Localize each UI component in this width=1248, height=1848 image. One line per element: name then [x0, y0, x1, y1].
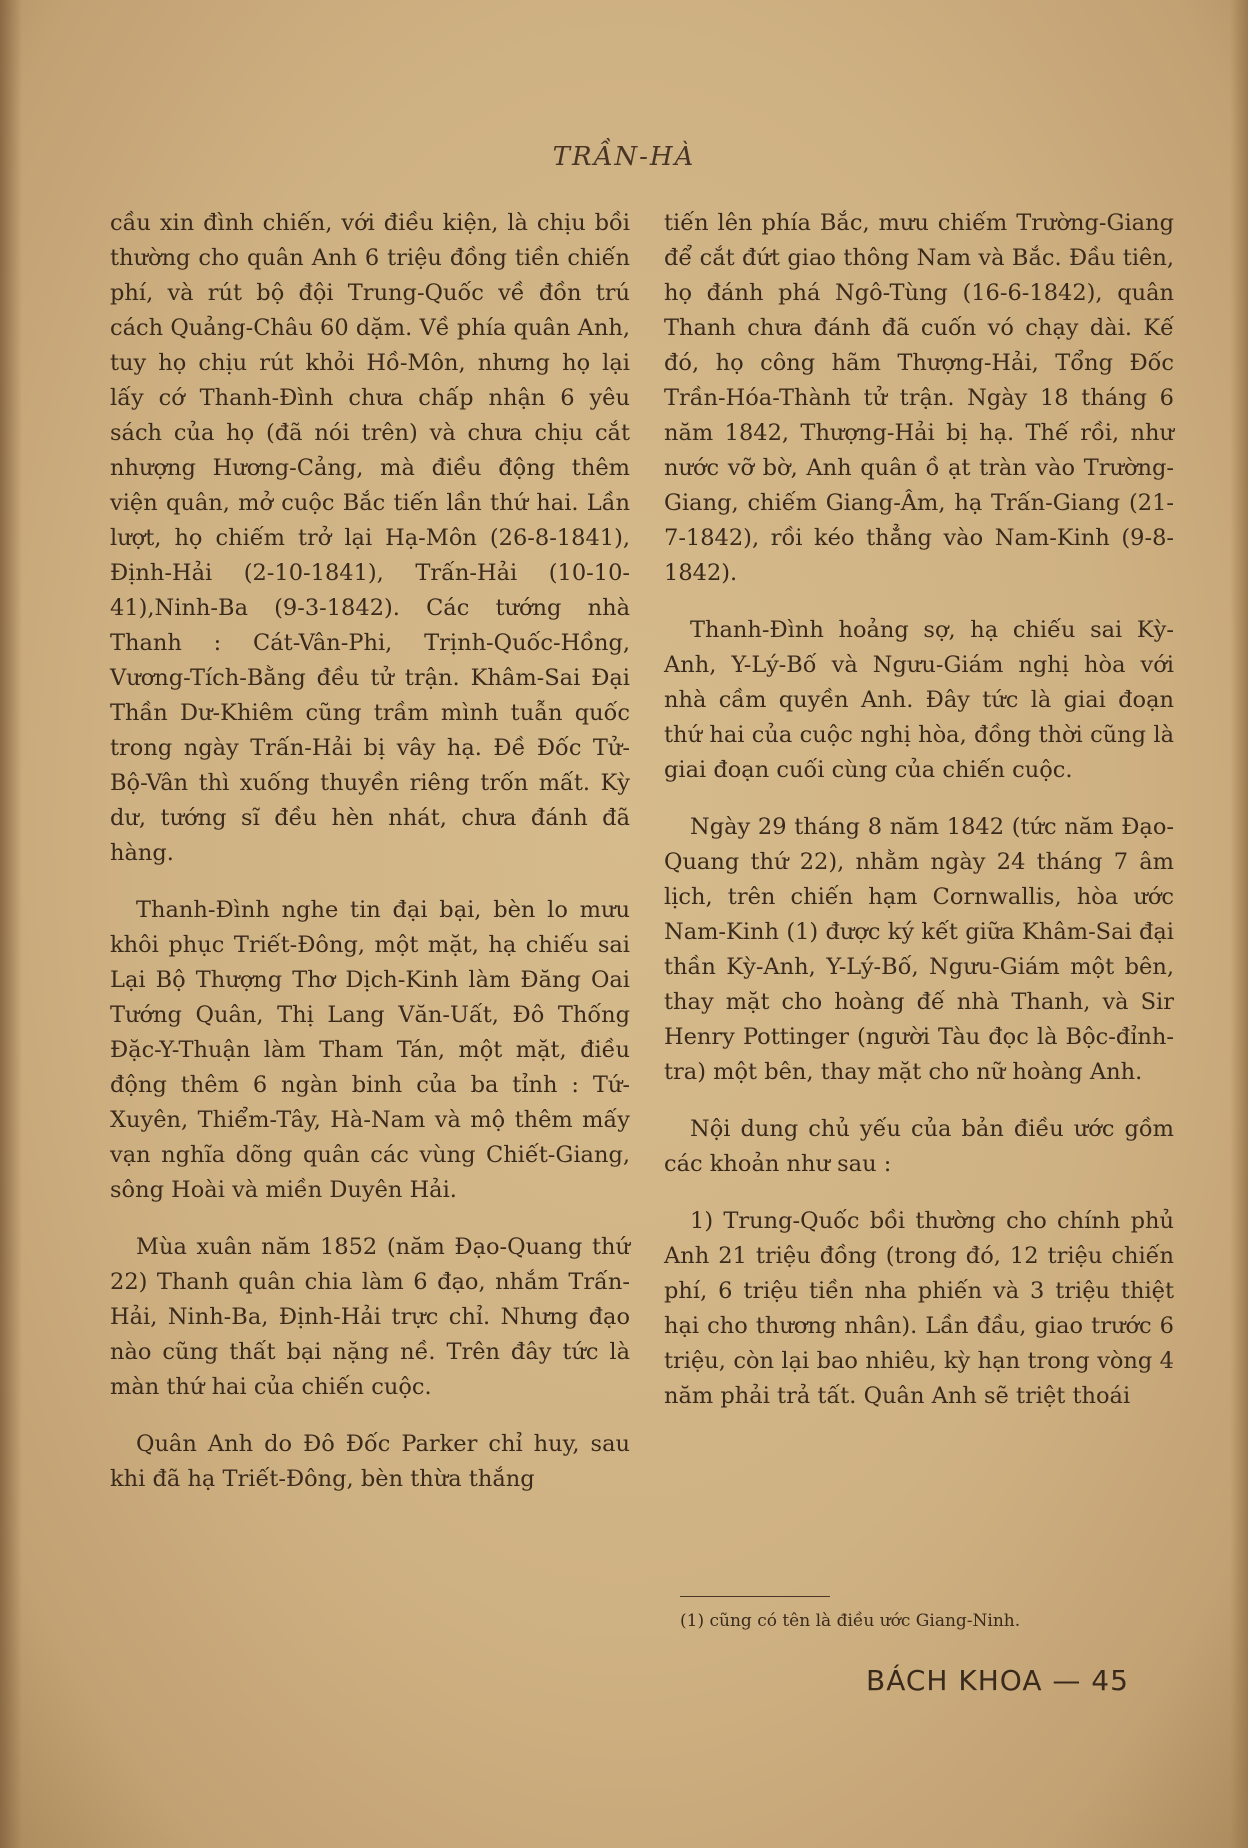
left-paragraph-2: Thanh-Đình nghe tin đại bại, bèn lo mưu khôi phục Triết-Đông, một mặt, hạ chiếu sai Lại Bộ Thượng Thơ Dịch-Kinh làm Đăng Oai Tướng Quân, Thị Lang Văn-Uất, Đô Thống Đặc-Y-Thuận làm Tham Tán, một mặt, điều động thêm 6 ngàn binh của ba tỉnh : Tứ-Xuyên, Thiểm-Tây, Hà-Nam và mộ thêm mấy vạn nghĩa dõng quân các vùng Chiết-Giang, sông Hoài và miền Duyên Hải.	[110, 897, 630, 1203]
right-paragraph-1: tiến lên phía Bắc, mưu chiếm Trường-Giang để cắt đứt giao thông Nam và Bắc. Đầu tiên, họ đánh phá Ngô-Tùng (16-6-1842), quân Thanh chưa đánh đã cuốn vó chạy dài. Kế đó, họ công hãm Thượng-Hải, Tổng Đốc Trần-Hóa-Thành tử trận. Ngày 18 tháng 6 năm 1842, Thượng-Hải bị hạ. Thế rồi, như nước vỡ bờ, Anh quân ồ ạt tràn vào Trường-Giang, chiếm Giang-Âm, hạ Trấn-Giang (21-7-1842), rồi kéo thẳng vào Nam-Kinh (9-8-1842).	[664, 210, 1174, 586]
footnote-divider	[680, 1596, 830, 1597]
page-edge-shadow-left	[0, 0, 22, 1848]
page-edge-shadow-right	[1230, 0, 1248, 1848]
running-head-author: TRẦN-HÀ	[552, 142, 696, 172]
right-paragraph-5: 1) Trung-Quốc bồi thường cho chính phủ Anh 21 triệu đồng (trong đó, 12 triệu chiến phí, 6 triệu tiền nha phiến và 3 triệu thiệt hại cho thương nhân). Lần đầu, giao trước 6 triệu, còn lại bao nhiêu, kỳ hạn trong vòng 4 năm phải trả tất. Quân Anh sẽ triệt thoái	[664, 1208, 1174, 1409]
right-paragraph-3: Ngày 29 tháng 8 năm 1842 (tức năm Đạo-Quang thứ 22), nhằm ngày 24 tháng 7 âm lịch, trên chiến hạm Cornwallis, hòa ước Nam-Kinh (1) được ký kết giữa Khâm-Sai đại thần Kỳ-Anh, Y-Lý-Bố, Ngưu-Giám một bên, thay mặt cho hoàng đế nhà Thanh, và Sir Henry Pottinger (người Tàu đọc là Bộc-đỉnh-tra) một bên, thay mặt cho nữ hoàng Anh.	[664, 814, 1174, 1085]
right-column	[664, 206, 1174, 1436]
right-paragraph-2: Thanh-Đình hoảng sợ, hạ chiếu sai Kỳ-Anh, Y-Lý-Bố và Ngưu-Giám nghị hòa với nhà cầm quyền Anh. Đây tức là giai đoạn thứ hai của cuộc nghị hòa, đồng thời cũng là giai đoạn cuối cùng của chiến cuộc.	[664, 617, 1174, 783]
left-paragraph-4: Quân Anh do Đô Đốc Parker chỉ huy, sau khi đã hạ Triết-Đông, bèn thừa thắng	[110, 1431, 630, 1492]
page-footer-magazine-page-number: BÁCH KHOA — 45	[866, 1664, 1129, 1697]
left-column	[110, 206, 630, 1519]
right-paragraph-4: Nội dung chủ yếu của bản điều ước gồm các khoản như sau :	[664, 1116, 1174, 1177]
left-paragraph-1: cầu xin đình chiến, với điều kiện, là chịu bồi thường cho quân Anh 6 triệu đồng tiền chiến phí, và rút bộ đội Trung-Quốc về đồn trú cách Quảng-Châu 60 dặm. Về phía quân Anh, tuy họ chịu rút khỏi Hồ-Môn, nhưng họ lại lấy cớ Thanh-Đình chưa chấp nhận 6 yêu sách của họ (đã nói trên) và chưa chịu cắt nhượng Hương-Cảng, mà điều động thêm viện quân, mở cuộc Bắc tiến lần thứ hai. Lần lượt, họ chiếm trở lại Hạ-Môn (26-8-1841), Định-Hải (2-10-1841), Trấn-Hải (10-10-41),Ninh-Ba (9-3-1842). Các tướng nhà Thanh : Cát-Vân-Phi, Trịnh-Quốc-Hồng, Vương-Tích-Bằng đều tử trận. Khâm-Sai Đại Thần Dư-Khiêm cũng trầm mình tuẫn quốc trong ngày Trấn-Hải bị vây hạ. Đề Đốc Tử-Bộ-Vân thì xuống thuyền riêng trốn mất. Kỳ dư, tướng sĩ đều hèn nhát, chưa đánh đã hàng.	[110, 210, 630, 866]
footnote: (1) cũng có tên là điều ước Giang-Ninh.	[680, 1611, 1021, 1631]
left-paragraph-3: Mùa xuân năm 1852 (năm Đạo-Quang thứ 22) Thanh quân chia làm 6 đạo, nhắm Trấn-Hải, Ninh-Ba, Định-Hải trực chỉ. Nhưng đạo nào cũng thất bại nặng nề. Trên đây tức là màn thứ hai của chiến cuộc.	[110, 1234, 630, 1400]
